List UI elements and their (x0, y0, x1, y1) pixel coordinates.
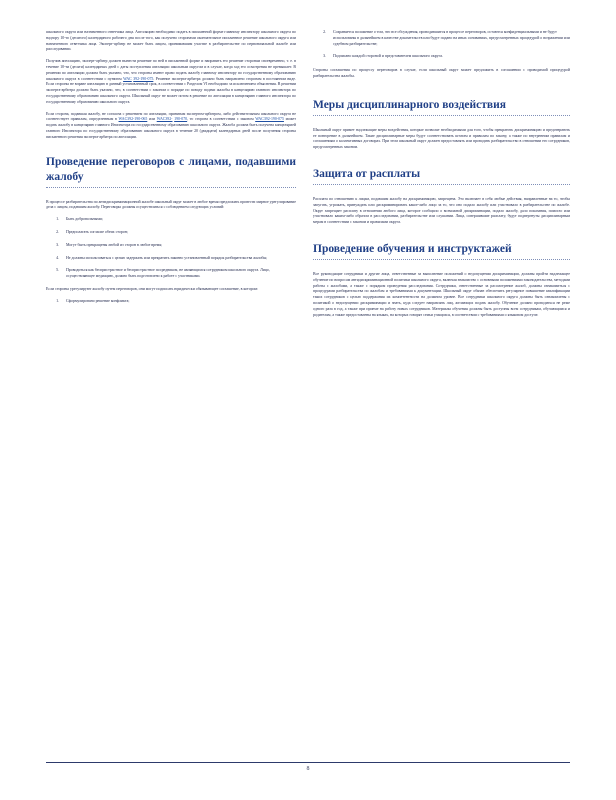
paragraph-settlement-outcome: Стороны соглашения по процессу переговоров в случае, если школьный округ может предложить в соглашении с проводимой процедурой разбирательства жалобы. (313, 68, 570, 78)
list-item: 2. Сохраняется положение о том, что все обсуждения, проводившиеся в процессе переговоров, остаются конфиденциальными и не будут использованы в дальнейшем в качестве доказательств или будут подано на иных основаниях, предусмотренных процедурой о возражении или судебном разбирательстве; (327, 30, 570, 47)
heading-divider (313, 259, 570, 260)
paragraph-retaliation: Расплата по отношению к лицам, подавшим жалобу на дискриминацию, запрещена. Это включает в себя любые действия, направленные на то, чтобы запугать, угрожать, принуждать или дискриминировать какое-либо лицо за то, что оно подало жалобу или участвовало в разбирательстве по жалобе. Округ запрещает расплату в отношении любого лица, которое сообщило о возможной дискриминации, подало жалобу, дало показания, помогло или участвовало каким-либо образом в расследовании, разбирательстве или слушании. Лица, совершившие расплату, будут подвергнуты дисциплинарным мерам в соответствии с законом и правилами округа. (313, 196, 570, 225)
list-item: 3. Могут быть прекращены любой из сторон в любое время; (60, 243, 296, 249)
list-item: 3. Подписано каждой стороной и представителем школьного округа. (327, 54, 570, 60)
paragraph-negotiations-intro: В процессе разбирательства по антидискриминационной жалобе школьный округ может в любое время предложить провести мирное урегулирование дела с лицом, подавшим жалобу. Переговоры должны осуществляться с соблюдением следующих условий: (46, 199, 296, 210)
list-item: 4. Не должны использоваться с целью задержать или прекратить законно установленный порядок разбирательства жалобы; (60, 256, 296, 262)
right-column (313, 30, 570, 324)
settlement-terms-list (46, 299, 296, 305)
wac-link[interactable]: 190-070 (174, 117, 188, 122)
page-number: 8 (306, 766, 310, 772)
paragraph-appeal-decision: Получив апелляцию, эксперт-арбитр должен вынести решение по ней в письменной форме и направить его решение сторонам своевременно, т. е. в течение 10-ти (десяти) календарных дней с даты поступления апелляции школьным округом и в случае, когда ход его осмотрения не превышает. В решении по апелляции должна быть указано, что, что стороны имеют право подать жалобу главному инспектору по государственному образованию школьного округа в соответствии с пунктом WAC 392-190-075. Решение эксперта-арбитра должно быть направлено сторонам в постоянном виде. Если стороны не вправе апелляцию в данный установленный срок, в соответствии с Разделом VI необходимо за исключением объяснения. В решении эксперта-арбитра должно быть указано, что, в соответствии с законом о порядке по поводу подачи жалобы в канцелярию главного инспектора по государственному образованию школьного округа. Школьный округ не может потом в решение по апелляции в канцелярию главного инспектора по государственному образованию школьного округа. (46, 59, 296, 104)
heading-divider (313, 115, 570, 116)
left-column (46, 30, 296, 312)
list-item: 1. Быть добровольными; (60, 217, 296, 223)
paragraph-settlement: Если стороны урегулируют жалобу путем переговоров, они могут подписать юридически обязывающее соглашение, в котором: (46, 286, 258, 291)
wac-link[interactable]: WAC392- (156, 117, 173, 122)
list-item: 2. Предполагать согласие обеих сторон; (60, 230, 296, 236)
list-item: 1. Сформулировано решение конфликта; (60, 299, 296, 305)
section-heading-retaliation: Защита от расплаты (313, 167, 421, 180)
paragraph-training: Все руководящие сотрудники и другие лица, ответственные за выполнение положений о недопущении дискриминации, должны пройти надлежащее обучение по вопросам антидискриминационной политики школьного округа, включая знакомство с основными положениями законодательства, методами работы с жалобами, а также с порядком проведения расследования. Сотрудники, ответственные за рассмотрение жалоб, должны ознакомиться с процедурами разбирательства по жалобам и требованиями к документации. Школьный округ обязан обеспечить регулярное повышение квалификации таких сотрудников с целью поддержания их компетентности на должном уровне. Все сотрудники школьного округа должны быть ознакомлены с политикой о недопущении дискриминации и знать, куда следует направлять лиц, желающих подать жалобу. Обучение должно проводиться не реже одного раза в год, а также при приеме на работу новых сотрудников. Материалы обучения должны быть доступны всем сотрудникам, обучающимся и родителям, а также предоставлены на языках, на которых говорят семьи учащихся, в соответствии с требованиями о языковом доступе. (313, 271, 570, 317)
section-heading-training: Проведение обучения и инструктажей (313, 242, 512, 255)
wac-link[interactable]: WAC392-190-065 (118, 117, 148, 122)
settlement-terms-list-continued (313, 30, 570, 60)
wac-link[interactable]: WAC392-190-075 (255, 117, 284, 122)
paragraph-appeal-complaint: Если сторона, подавшая жалобу, не согласна с решением по апелляции, принятым экспертом-арбитром, либо действительным школьного округа не соответствует правилам, определенным в WAC392-190-065 или WAC392- 190-070, то сторона в соответствии с законом WAC392-190-075 может подать жалобу в канцелярию главного Инспектора по государственному образованию школьного округа. Жалоба должна быть получена канцелярией главного Инспектора по государственному образованию школьного округа в течение 20 (двадцати) календарных дней после получения стороны письменного решения эксперта-арбитра по апелляции. (46, 111, 296, 139)
section-heading-negotiations: Проведение переговоров с лицами, подавшими жалобу (46, 155, 296, 183)
wac-link[interactable]: WAC (123, 76, 132, 81)
list-item: 5. Проводиться как беспристрастное и беспристрастное посредником, не являющимся сотрудником школьного округа. Лицо, осуществляющее медиацию, должно быть подготовлено к работе с участниками. (60, 268, 296, 280)
heading-divider (46, 187, 296, 188)
heading-divider (313, 184, 570, 185)
paragraph-discipline: Школьный округ примет надлежащие меры воздействия, которые позволят необходимыми для того, чтобы прекратить дискриминацию и предотвратить ее повторение в дальнейшем. Такие дисциплинарные меры будут соответствовать штатам и правилам по закону, а также по внутренним правилам и соглашениям о коллективных договорах. При этом школьный округ должен предоставлять или проводить разбирательство в отношении его сотрудников, предусмотренных законом. (313, 127, 570, 150)
wac-link[interactable]: 392-190-075 (133, 76, 154, 81)
footer-divider (46, 762, 570, 763)
negotiation-conditions-list (46, 217, 296, 280)
section-heading-discipline: Меры дисциплинарного воздействия (313, 98, 506, 111)
paragraph-appeal-intro: школьного округа или назначенного ответчика лица. Апелляцию необходимо подать в письменной форме главному инспектору школьного округа по надзору 10-то (десятого) календарного рабочего дня после того, как получено сторонами окончательное письменное решение школьного округа или назначенного ответчика лица. Эксперт-арбитр не может быть лицом, принимавшим участие в разбирательстве по первоначальной жалобе или расследовании. (46, 30, 296, 52)
